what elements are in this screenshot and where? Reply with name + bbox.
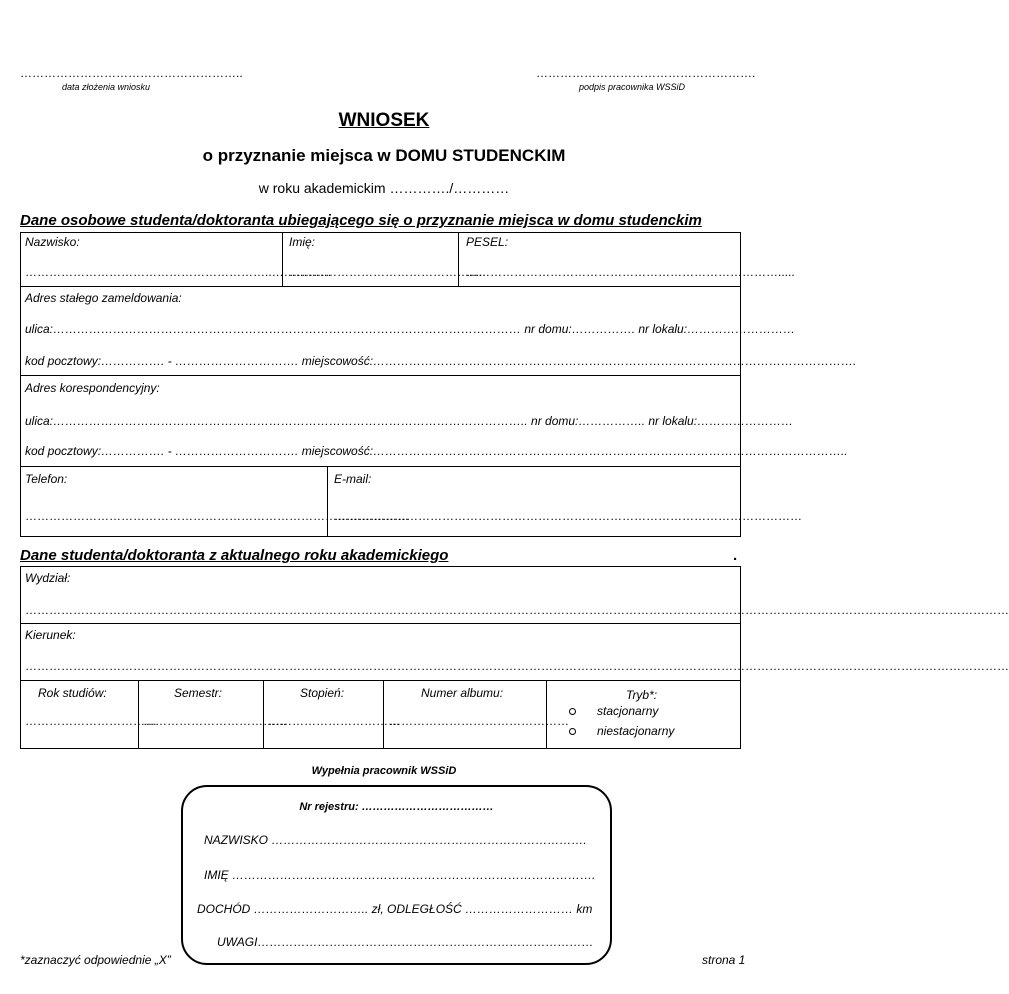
submission-date-dots[interactable]: ……………………………………………….. [20,66,243,80]
submission-date-caption: data złożenia wniosku [62,82,151,92]
office-notes-field[interactable]: UWAGI………………………………………………………………………… [217,935,594,949]
semester-label: Semestr: [174,686,223,700]
full-time-label: stacjonarny [597,704,659,718]
radio-part-time[interactable] [569,728,576,735]
album-number-label: Numer albumu: [421,686,504,700]
academic-year-line[interactable]: w roku akademickim …………./………… [258,180,510,196]
degree-field[interactable]: …………………………… [268,714,400,728]
radio-full-time[interactable] [569,708,576,715]
staff-signature-caption: podpis pracownika WSSiD [579,82,686,92]
phone-label: Telefon: [25,472,68,486]
register-number-field[interactable]: Nr rejestru: ……………………………… [299,801,494,813]
permanent-postal-field[interactable]: kod pocztowy:……………. - …………………………. miejscowość:…………………………………………………………………………………………………………. [25,354,857,368]
divider [327,466,328,537]
correspondence-postal-field[interactable]: kod pocztowy:……………. - …………………………. miejscowość:……………………………………………………………………………………………………….. [25,444,848,458]
permanent-address-label: Adres stałego zameldowania: [25,291,182,305]
faculty-label: Wydział: [25,571,71,585]
office-income-distance-field[interactable]: DOCHÓD ……………………….. zł, ODLEGŁOŚĆ ……………………… km [197,902,593,916]
surname-field[interactable]: ……………………………………………………..…………… [25,265,332,279]
divider [20,375,741,376]
field-of-study-label: Kierunek: [25,628,76,642]
surname-label: Nazwisko: [25,235,80,249]
study-year-label: Rok studiów: [38,686,107,700]
permanent-street-field[interactable]: ulica:……………………………………………………………………………………………………… nr domu:……………. nr lokalu:……………………… [25,322,796,336]
footnote: *zaznaczyć odpowiednie „X” [20,953,171,967]
page-title: WNIOSEK [338,110,430,131]
divider [20,623,741,624]
email-field[interactable]: ……………………………………………………………………………………………………… [334,509,802,523]
email-label: E-mail: [334,472,372,486]
album-number-field[interactable]: ……………………………………… [389,714,569,728]
degree-label: Stopień: [300,686,345,700]
name-field[interactable]: ………………………………………..... [289,265,486,279]
office-surname-field[interactable]: NAZWISKO ……………………………………………………………………. [204,833,587,847]
page-subtitle: o przyznanie miejsca w DOMU STUDENCKIM [202,146,566,165]
phone-field[interactable]: …………………………………………………………………………………… [25,509,409,523]
section-academic-heading: Dane studenta/doktoranta z aktualnego roku akademickiego [20,547,449,564]
heading-end-dot: . [733,547,738,564]
name-label: Imię: [289,235,316,249]
office-heading: Wypełnia pracownik WSSiD [311,765,457,777]
field-of-study-field[interactable]: ………………………………………………………………………………………………………………………………………………………………………………………………………………………… [25,659,1009,673]
faculty-field[interactable]: ………………………………………………………………………………………………………………………………………………………………………………………………………………………… [25,603,1009,617]
staff-signature-dots[interactable]: ………………………………………………. [536,66,756,80]
office-name-field[interactable]: IMIĘ ………………………………………………………………………………. [204,868,596,882]
semester-field[interactable]: ……………………………… [143,714,287,728]
study-mode-label: Tryb*: [626,688,658,702]
correspondence-address-label: Adres korespondencyjny: [25,381,160,395]
divider [20,466,741,467]
correspondence-street-field[interactable]: ulica:……………………………………………………………………………………………………….. nr domu:…………….. nr lokalu:…………………… [25,414,794,428]
page-number: strona 1 [702,953,746,967]
section-personal-heading: Dane osobowe studenta/doktoranta ubiegającego się o przyznanie miejsca w domu studenckim [20,212,702,229]
divider [20,286,741,287]
part-time-label: niestacjonarny [597,724,675,738]
pesel-field[interactable]: ……………………………………………………………………..... [466,265,795,279]
divider [20,680,741,681]
pesel-label: PESEL: [466,235,509,249]
study-year-field[interactable]: …………………………… [25,714,157,728]
